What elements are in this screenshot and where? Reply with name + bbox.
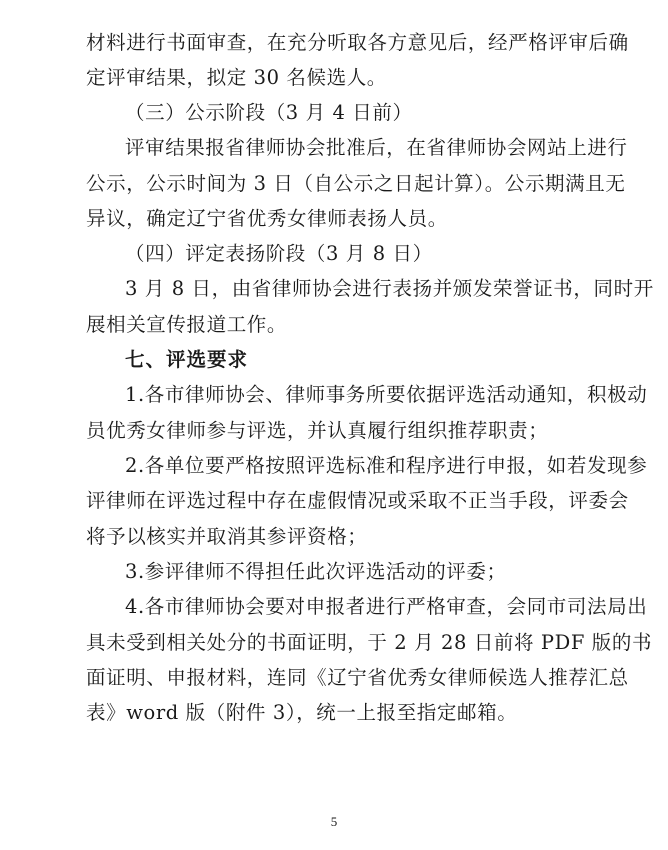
body-text-line: 定评审结果，拟定 30 名候选人。: [86, 66, 387, 89]
body-text-line: 评律师在评选过程中存在虚假情况或采取不正当手段，评委会: [86, 489, 629, 512]
body-text-line: 公示，公示时间为 3 日（自公示之日起计算）。公示期满且无: [86, 172, 626, 195]
body-text-line: 员优秀女律师参与评选，并认真履行组织推荐职责；: [86, 419, 549, 442]
section-heading-requirements: 七、评选要求: [125, 348, 249, 371]
body-text-line: 展相关宣传报道工作。: [86, 313, 288, 336]
requirement-item-4: 4.各市律师协会要对申报者进行严格审查，会同市司法局出: [125, 595, 648, 618]
requirement-item-3: 3.参评律师不得担任此次评选活动的评委；: [125, 560, 507, 583]
body-text-line: 材料进行书面审查，在充分听取各方意见后，经严格评审后确: [86, 31, 629, 54]
section-heading-publicity: （三）公示阶段（3 月 4 日前）: [125, 101, 413, 124]
body-text-line: 异议，确定辽宁省优秀女律师表扬人员。: [86, 207, 448, 230]
page-number: 5: [330, 814, 338, 829]
body-text-line: 评审结果报省律师协会批准后，在省律师协会网站上进行: [125, 136, 628, 159]
body-text-line: 具未受到相关处分的书面证明，于 2 月 28 日前将 PDF 版的书: [86, 631, 653, 654]
section-heading-commendation: （四）评定表扬阶段（3 月 8 日）: [125, 242, 433, 265]
body-text-line: 面证明、申报材料，连同《辽宁省优秀女律师候选人推荐汇总: [86, 666, 629, 689]
body-text-line: 将予以核实并取消其参评资格；: [86, 525, 368, 548]
requirement-item-2: 2.各单位要严格按照评选标准和程序进行申报，如若发现参: [125, 454, 648, 477]
body-text-line: 表》word 版（附件 3），统一上报至指定邮箱。: [86, 701, 518, 724]
body-text-line: 3 月 8 日，由省律师协会进行表扬并颁发荣誉证书，同时开: [125, 277, 654, 300]
requirement-item-1: 1.各市律师协会、律师事务所要依据评选活动通知，积极动: [125, 383, 648, 406]
